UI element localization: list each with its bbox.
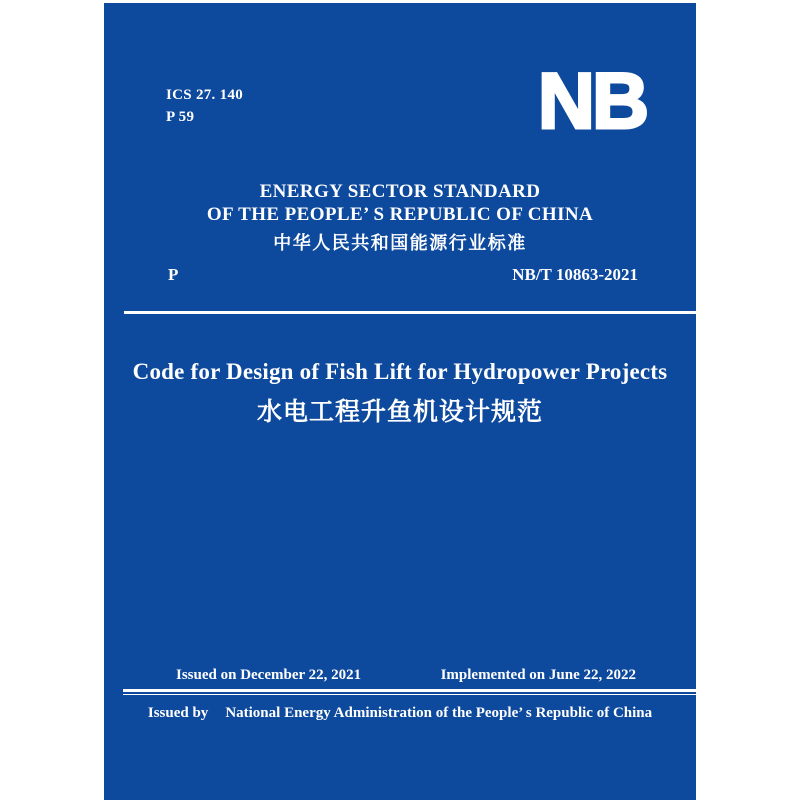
title-english: Code for Design of Fish Lift for Hydropower Projects: [132, 359, 668, 384]
dates-row: [176, 667, 636, 684]
standard-heading: [104, 180, 696, 255]
doc-class-letter: P: [168, 265, 179, 284]
issued-by-label: Issued by: [147, 705, 209, 721]
nb-logo: NB: [537, 56, 646, 145]
standard-cover: [104, 3, 696, 800]
standard-number: NB/T 10863-2021: [512, 265, 638, 284]
implemented-date: Implemented on June 22, 2022: [440, 667, 636, 683]
issued-by-value: National Energy Administration of the People’ s Republic of China: [225, 705, 653, 721]
heading-en-line1: ENERGY SECTOR STANDARD: [259, 181, 541, 202]
standard-number-row: [168, 265, 638, 285]
classification-codes: [166, 84, 243, 128]
ics-code: ICS 27. 140: [166, 87, 244, 103]
bottom-double-rule: [123, 689, 696, 695]
title-chinese: 水电工程升鱼机设计规范: [256, 398, 543, 426]
china-class-code: P 59: [166, 109, 195, 125]
heading-zh: 中华人民共和国能源行业标准: [273, 233, 527, 253]
issued-date: Issued on December 22, 2021: [176, 667, 362, 683]
top-rule: [124, 311, 696, 314]
heading-en-line2: OF THE PEOPLE’ S REPUBLIC OF CHINA: [206, 204, 594, 225]
title-block: [104, 358, 696, 428]
issuer-row: [104, 705, 696, 722]
